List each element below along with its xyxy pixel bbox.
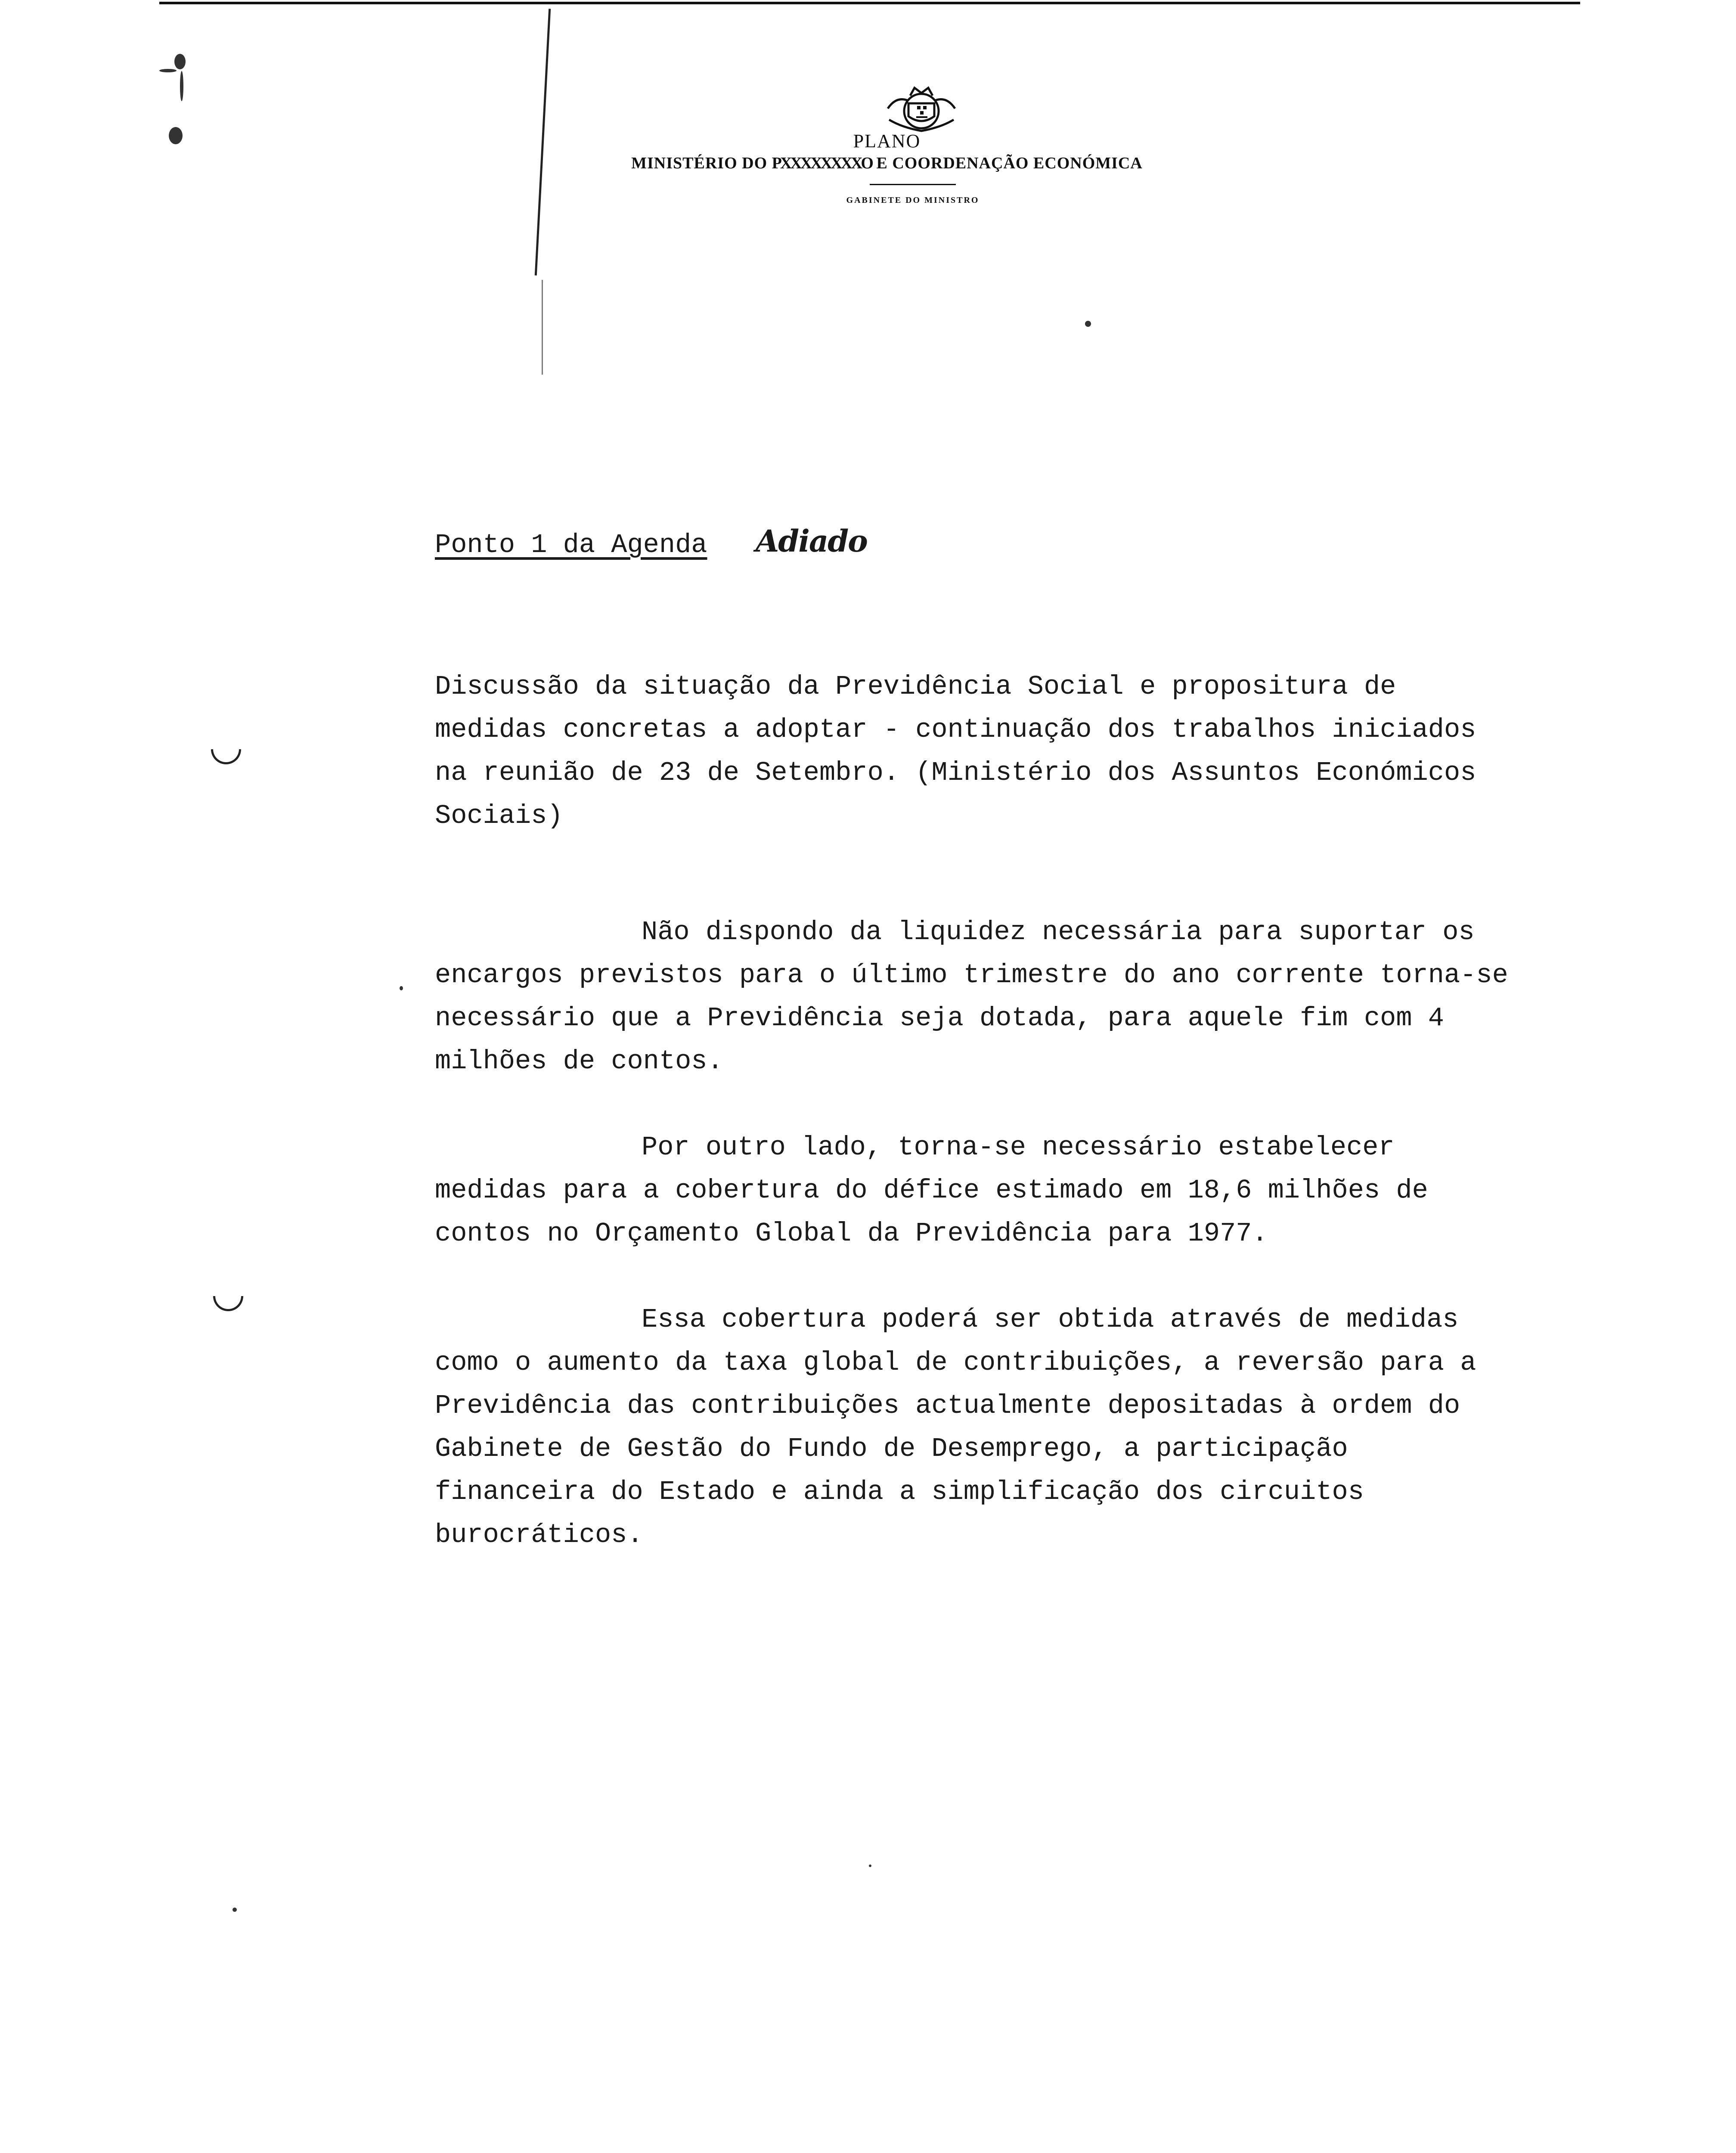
paragraph-3: Essa cobertura poderá ser obtida através de medidas como o aumento da taxa global de contribuições, a reversão para a Previdência das contribuições actualmente depositadas à ordem do Gabinete de Gestão do Fundo de Desemprego, a participação financeira do Estado e ainda a simplificação dos circuitos burocráticos. bbox=[435, 1304, 1476, 1550]
handwritten-annotation: Adiado bbox=[756, 523, 867, 559]
letterhead-rule bbox=[870, 184, 956, 185]
punch-mark bbox=[180, 71, 183, 101]
speck bbox=[400, 986, 403, 990]
punch-mark bbox=[174, 54, 186, 69]
margin-line bbox=[535, 9, 551, 275]
agenda-heading bbox=[435, 530, 707, 560]
plano-heading: PLANO bbox=[853, 130, 921, 152]
ministry-name bbox=[560, 154, 1214, 173]
punch-mark bbox=[159, 69, 177, 72]
coat-of-arms-icon bbox=[878, 82, 964, 138]
ministry-suffix: E COORDENAÇÃO ECONÓMICA bbox=[871, 154, 1143, 172]
margin-mark bbox=[213, 1296, 243, 1311]
top-rule bbox=[159, 2, 1580, 4]
margin-mark bbox=[211, 749, 241, 764]
speck bbox=[232, 1908, 237, 1912]
letterhead bbox=[560, 82, 1214, 205]
punch-mark bbox=[169, 127, 183, 144]
struck-out-text: PXXXXXXXXO bbox=[772, 154, 872, 172]
paragraph-2: Por outro lado, torna-se necessário estabelecer medidas para a cobertura do défice estimado em 18,6 milhões de contos no Orçamento Global da Previdência para 1977. bbox=[435, 1132, 1428, 1249]
agenda-title: Ponto 1 da Agenda bbox=[435, 530, 707, 560]
agenda-description: Discussão da situação da Previdência Social e propositura de medidas concretas a adoptar - continuação dos trabalhos iniciados na reunião de 23 de Setembro. (Ministério dos Assuntos Económicos Sociais) bbox=[435, 671, 1476, 831]
speck bbox=[1085, 321, 1091, 327]
paragraph-1: Não dispondo da liquidez necessária para suportar os encargos previstos para o último trimestre do ano corrente torna-se necessário que a Previdência seja dotada, para aquele fim com 4 milhões de contos. bbox=[435, 917, 1508, 1076]
margin-line bbox=[542, 280, 543, 375]
ministry-prefix: MINISTÉRIO DO bbox=[631, 154, 772, 172]
speck bbox=[869, 1864, 871, 1867]
cabinet-line: GABINETE DO MINISTRO bbox=[846, 195, 980, 205]
